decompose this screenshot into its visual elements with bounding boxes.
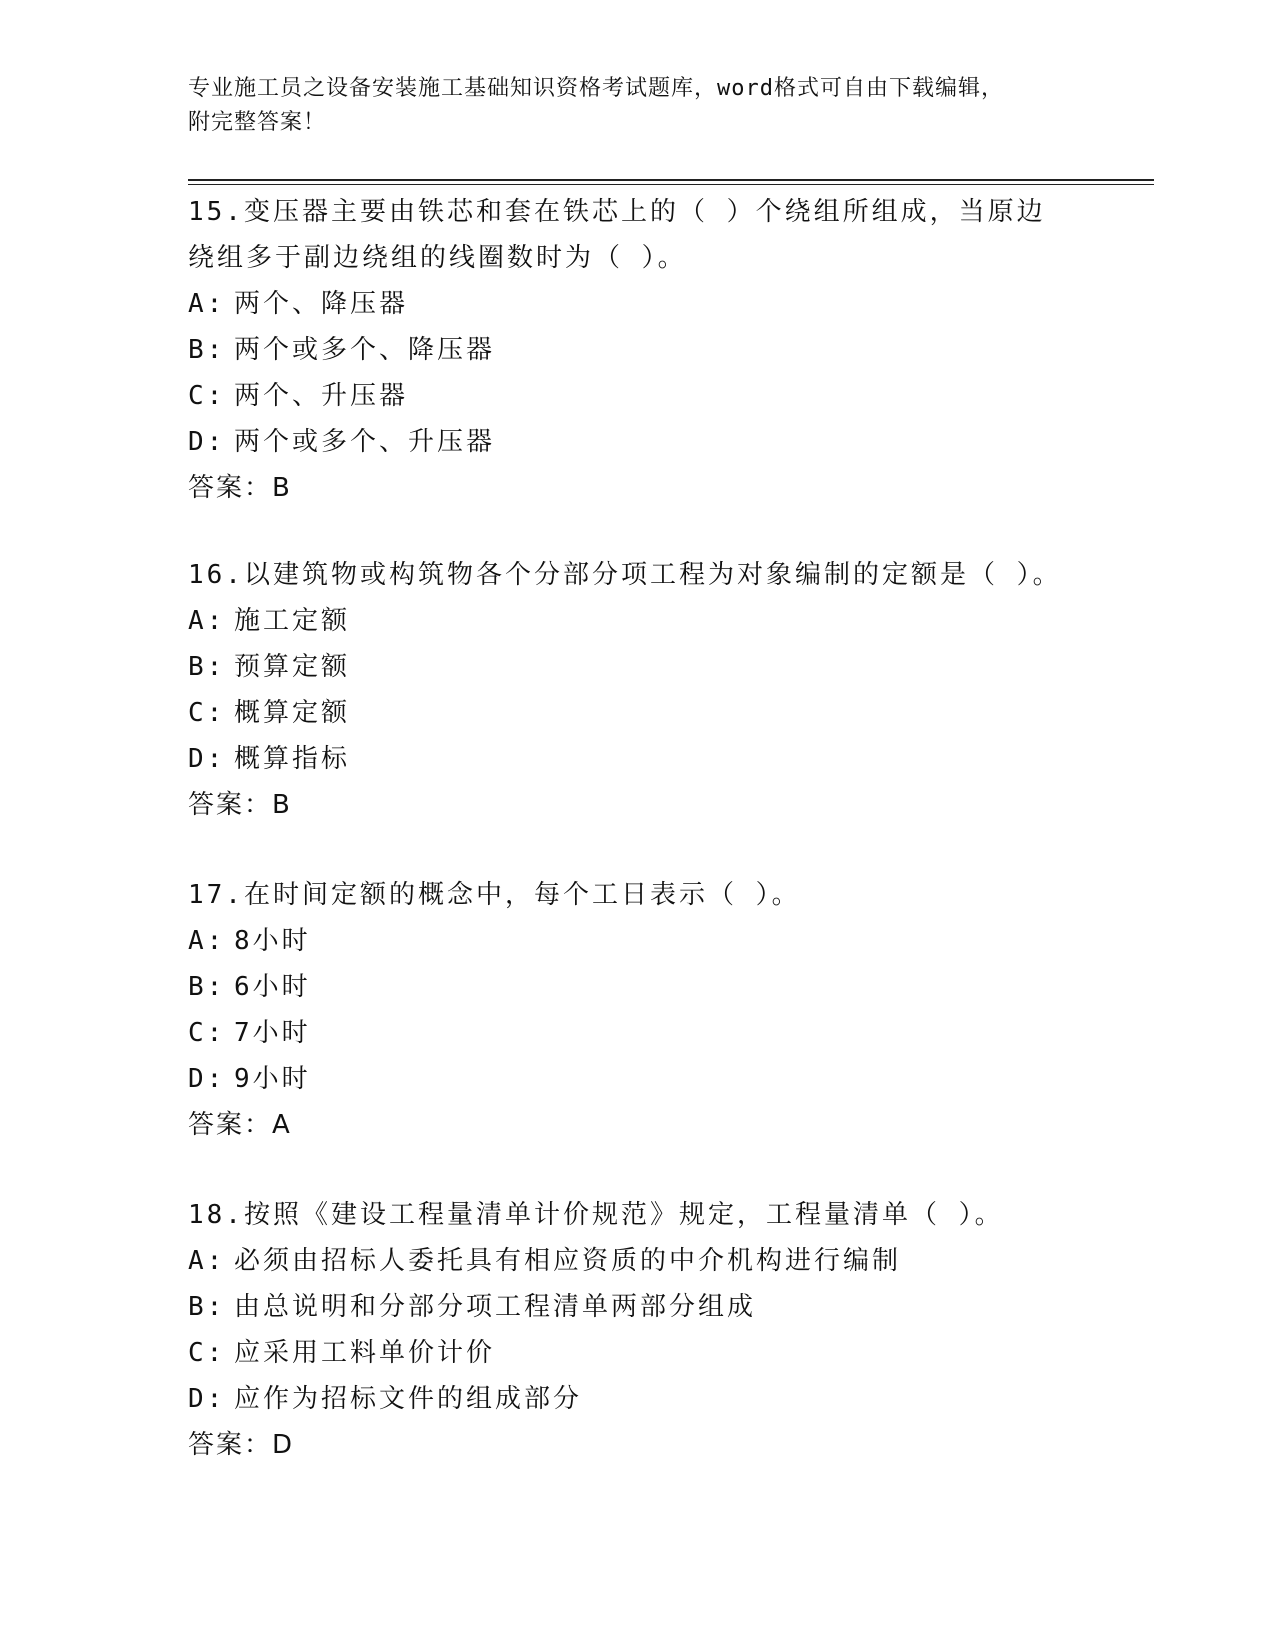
option-text: 应采用工料单价计价 [234,1338,496,1368]
option-text: 9小时 [234,1064,311,1094]
question-stem: 16.以建筑物或构筑物各个分部分项工程为对象编制的定额是（ ）。 [188,560,1062,590]
option-text: 施工定额 [234,606,351,636]
option-a [188,281,1068,327]
question-15 [188,189,1068,511]
option-d [188,1056,1088,1102]
option-key: B: [188,972,226,1002]
option-c [188,1010,1088,1056]
header-divider-thin [188,184,1154,185]
option-text: 必须由招标人委托具有相应资质的中介机构进行编制 [234,1246,902,1276]
option-b [188,327,1068,373]
option-text: 两个或多个、降压器 [234,335,496,365]
option-text: 应作为招标文件的组成部分 [234,1384,583,1414]
option-key: D: [188,427,226,457]
option-key: C: [188,381,226,411]
option-c [188,373,1068,419]
option-d [188,419,1068,465]
question-17 [188,872,1088,1148]
option-text: 8小时 [234,926,311,956]
option-key: B: [188,652,226,682]
option-key: D: [188,1064,226,1094]
option-key: B: [188,335,226,365]
option-text: 由总说明和分部分项工程清单两部分组成 [234,1292,757,1322]
option-text: 两个或多个、升压器 [234,427,496,457]
header-divider [188,179,1154,181]
option-key: D: [188,1384,226,1414]
option-a [188,598,1088,644]
question-stem: 17.在时间定额的概念中，每个工日表示（ ）。 [188,880,801,910]
option-text: 概算定额 [234,698,351,728]
option-b [188,1284,1088,1330]
header-line-2: 附完整答案！ [188,110,327,135]
option-b [188,644,1088,690]
answer-line: 答案：A [188,1110,292,1140]
option-text: 两个、降压器 [234,289,409,319]
option-key: B: [188,1292,226,1322]
question-stem: 18.按照《建设工程量清单计价规范》规定，工程量清单（ ）。 [188,1200,1004,1230]
option-c [188,1330,1088,1376]
option-key: A: [188,606,226,636]
option-d [188,1376,1088,1422]
option-key: C: [188,1018,226,1048]
option-b [188,964,1088,1010]
answer-line: 答案：B [188,473,292,503]
option-key: D: [188,744,226,774]
option-key: A: [188,1246,226,1276]
question-stem: 15.变压器主要由铁芯和套在铁芯上的（ ）个绕组所组成，当原边绕组多于副边绕组的线圈数时为（ ）。 [188,197,1046,273]
question-16 [188,552,1088,828]
option-text: 两个、升压器 [234,381,409,411]
option-key: C: [188,698,226,728]
answer-line: 答案：B [188,790,292,820]
option-a [188,1238,1088,1284]
option-key: A: [188,289,226,319]
option-c [188,690,1088,736]
option-a [188,918,1088,964]
option-key: A: [188,926,226,956]
question-18 [188,1192,1088,1468]
header-line-1: 专业施工员之设备安装施工基础知识资格考试题库，word格式可自由下载编辑， [188,76,1004,101]
document-header [188,72,1148,140]
option-key: C: [188,1338,226,1368]
option-d [188,736,1088,782]
option-text: 预算定额 [234,652,351,682]
answer-line: 答案：D [188,1430,295,1460]
option-text: 6小时 [234,972,311,1002]
option-text: 7小时 [234,1018,311,1048]
option-text: 概算指标 [234,744,351,774]
